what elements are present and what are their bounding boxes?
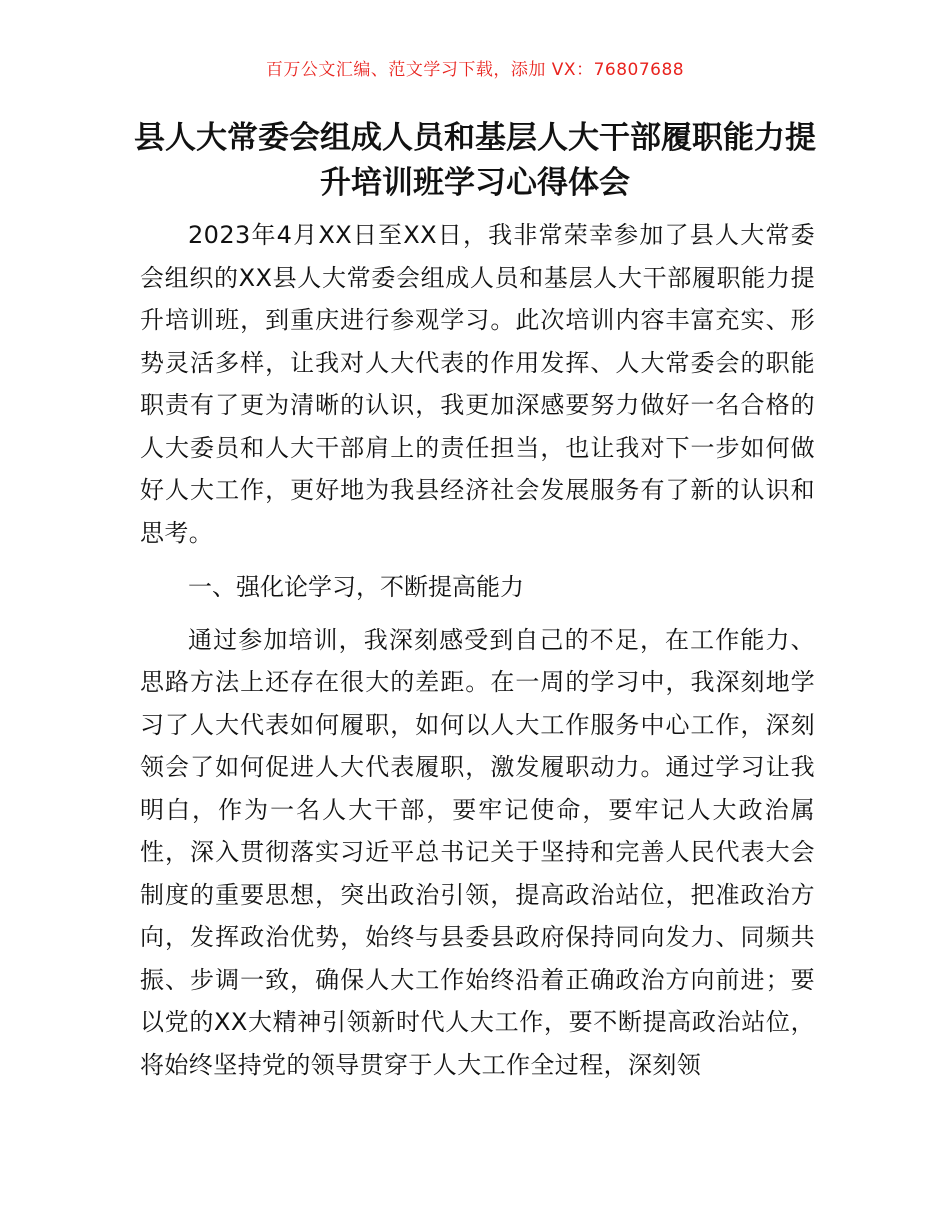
- section-1-heading: 一、强化论学习，不断提高能力: [188, 573, 524, 601]
- document-body: [140, 214, 815, 1086]
- intro-paragraph: 2023年4月XX日至XX日，我非常荣幸参加了县人大常委会组织的XX县人大常委会组成人员和基层人大干部履职能力提升培训班，到重庆进行参观学习。此次培训内容丰富充实、形势灵活多样，让我对人大代表的作用发挥、人大常委会的职能职责有了更为清晰的认识，我更加深感要努力做好一名合格的人大委员和人大干部肩上的责任担当，也让我对下一步如何做好人大工作，更好地为我县经济社会发展服务有了新的认识和思考。: [140, 221, 815, 547]
- watermark-banner: 百万公文汇编、范文学习下载，添加 VX：76807688: [265, 60, 685, 80]
- document-title: 县人大常委会组成人员和基层人大干部履职能力提升培训班学习心得体会: [134, 120, 816, 201]
- section-1-paragraph: 通过参加培训，我深刻感受到自己的不足，在工作能力、思路方法上还存在很大的差距。在一周的学习中，我深刻地学习了人大代表如何履职，如何以人大工作服务中心工作，深刻领会了如何促进人大代表履职，激发履职动力。通过学习让我明白，作为一名人大干部，要牢记使命，要牢记人大政治属性，深入贯彻落实习近平总书记关于坚持和完善人民代表大会制度的重要思想，突出政治引领，提高政治站位，把准政治方向，发挥政治优势，始终与县委县政府保持同向发力、同频共振、步调一致，确保人大工作始终沿着正确政治方向前进；要以党的XX大精神引领新时代人大工作，要不断提高政治站位，将始终坚持党的领导贯穿于人大工作全过程，深刻领: [140, 625, 815, 1079]
